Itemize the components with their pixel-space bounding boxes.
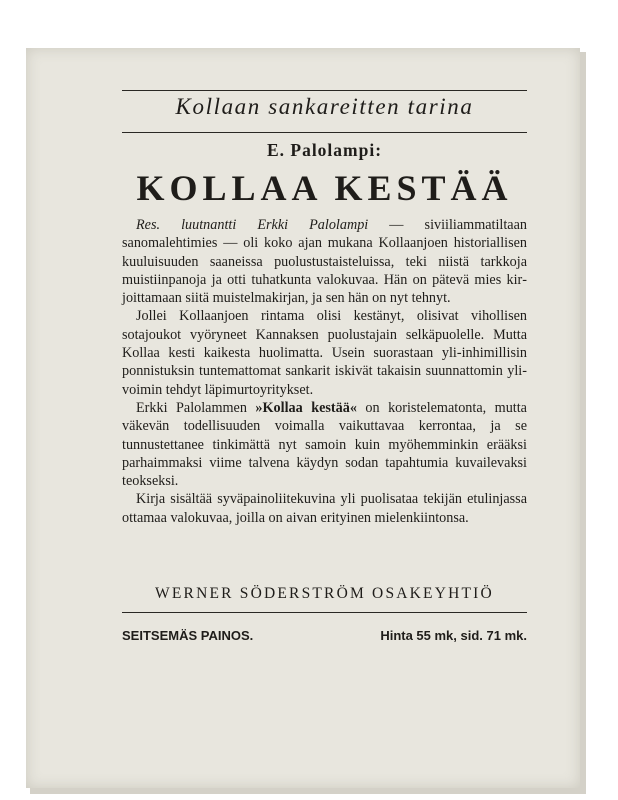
series-title: Kollaan sankareitten tarina xyxy=(175,94,474,119)
blurb-paragraph xyxy=(122,307,527,398)
book-title: KOLLAA KESTÄÄ xyxy=(136,168,513,208)
price-label: Hinta 55 mk, sid. 71 mk. xyxy=(380,628,527,643)
blurb-text xyxy=(122,216,527,527)
series-rule xyxy=(122,132,527,133)
author-credit: Res. luutnantti Erkki Palolampi xyxy=(136,217,369,233)
blurb-paragraph xyxy=(122,216,527,307)
blurb-paragraph xyxy=(122,490,527,527)
paragraph-text: Jollei Kollaanjoen rintama olisi kestänyt, olisivat vihollisen sotajoukot vyöryneet Kannaksen puolustajain selkäpuolelle. Mutta Kollaa kesti kaikesta huolimatta. Usein suorastaan yli-inhimillisin ponnistuksin tuntemattomat sankarit iskivät takaisin suunnattomin ylivoimin tehdyt läpimurtoyritykset. xyxy=(122,308,527,398)
top-rule xyxy=(122,90,527,91)
paragraph-text: on koristelematonta, mutta väkevän todellisuuden voimalla vaikuttavaa kerrontaa, ja se tunnustettanee tinkimättä nyt samoin kuin myöhemminkin erääksi parhaimmaksi viime talvena käydyn sodan tapahtumia kuvailevaksi teokseksi. xyxy=(122,399,527,490)
bottom-rule xyxy=(122,612,527,613)
quoted-title: »Kollaa kestää« xyxy=(255,399,357,416)
edition-label: SEITSEMÄS PAINOS. xyxy=(122,628,254,643)
paragraph-text: — siviiliammatiltaan sanomalehtimies — oli koko ajan mukana Kollaanjoen historiallisen kuuluisuuden saaneissa puolustustaisteluissa, teki niistä tarkkoja muistiinpanoja ja otti tuhatkunta valokuvaa. Hän on pätevä mies kirjoittamaan siitä muistelmakirjan, ja sen hän on nyt tehnyt. xyxy=(122,217,527,307)
book-back-cover xyxy=(26,48,580,788)
author-name: E. Palolampi: xyxy=(266,140,383,160)
publisher-name: WERNER SÖDERSTRÖM OSAKEYHTIÖ xyxy=(155,585,494,602)
paragraph-lead: Erkki Palolammen xyxy=(136,399,256,416)
blurb-paragraph xyxy=(122,399,527,490)
paragraph-text: Kirja sisältää syväpainoliitekuvina yli puolisataa tekijän etulinjassa ottamaa valokuvaa, joilla on aivan erityinen mielenkiintonsa. xyxy=(122,491,527,526)
